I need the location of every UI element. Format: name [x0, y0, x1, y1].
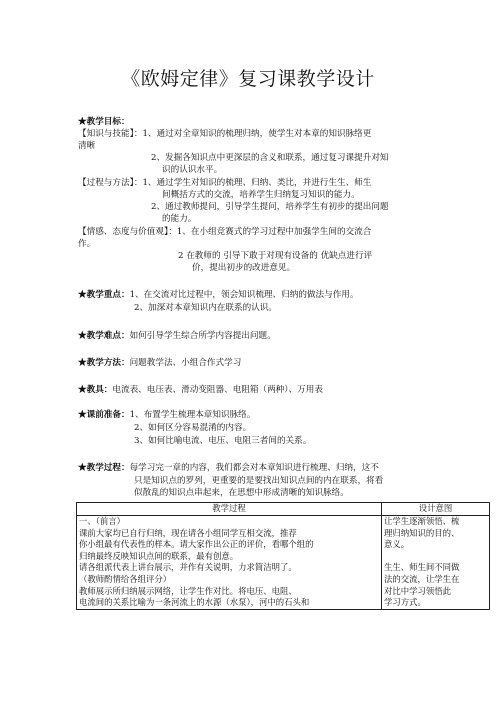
table-header-row	[77, 503, 490, 516]
process-cell-line: 归纳最终反映知识点间的联系，最有创意。	[79, 550, 239, 561]
objective-emotion-line-2: 作。	[78, 239, 96, 249]
objective-emotion-line-1: 【情感、态度与价值观】：1、在小组竞赛式的学习过程中加强学生间的交流合	[78, 227, 372, 237]
key-points-line-2: 2、加深对本章知识内在联系的认识。	[134, 303, 277, 313]
process-cell-line: 请各组派代表上讲台展示，并作有关说明，力求简洁明了。	[79, 562, 297, 573]
table-row	[77, 516, 490, 610]
table-cell-process	[77, 516, 382, 610]
process-label: ★教学过程：	[78, 463, 130, 473]
objective-emotion-2-line-2: 价，提出初步的改进意见。	[192, 263, 296, 273]
objective-knowledge-line-1: 【知识与技能】：1、通过对全章知识的梳理归纳，使学生对本章的知识脉络更	[78, 129, 372, 139]
difficulty-label: ★教学难点：	[78, 331, 130, 341]
process-line-1: 每学习完一章的内容，我们都会对本章知识进行梳理、归纳，这不	[129, 463, 379, 473]
methods-label: ★教学方法：	[78, 358, 130, 368]
objective-process-2-line-2: 的能力。	[162, 214, 197, 224]
process-section	[78, 463, 379, 474]
tools-text: 电流表、电压表、滑动变阻器、电阻箱（两种）、万用表	[112, 385, 323, 395]
difficulty-section	[78, 331, 276, 342]
intent-cell-line: 生生、师生间不同做	[384, 562, 460, 573]
intent-cell-line: 对比中学习领悟此	[384, 585, 451, 596]
process-cell-line: 一、（前言）	[79, 516, 126, 526]
objective-process-line-1: 【过程与方法】：1、通过学生对知识的梳理、归纳、类比，并进行生生、师生	[78, 178, 372, 188]
difficulty-text: 如何引导学生综合所学内容提出问题。	[129, 331, 276, 341]
table-cell-intent	[382, 516, 490, 610]
prep-label: ★课前准备：	[78, 410, 130, 420]
methods-text: 问题教学法、小组合作式学习	[129, 358, 242, 368]
tools-label: ★教具：	[78, 385, 113, 395]
prep-section	[78, 410, 255, 421]
process-cell-line: 教师展示所归纳展示网络，让学生作对比。将电压、电阻、	[79, 585, 297, 596]
intent-cell-line: 法的交流，让学生在	[384, 573, 460, 584]
key-points-section	[78, 290, 359, 301]
intent-cell-line: 意义。	[384, 539, 410, 550]
process-line-3: 似散乱的知识点串起来，在思想中形成清晰的知识脉络。	[134, 488, 349, 498]
objective-process-2-line-1: 2、通过教师提问，引导学生提问，培养学生有初步的提出问题	[151, 202, 389, 212]
intent-cell-line: 理归纳知识的目的、	[384, 527, 460, 538]
process-cell-line: （教师酌情给各组评分）	[79, 573, 172, 584]
table-header-intent: 设计意图	[382, 503, 490, 516]
intent-cell-line: 让学生逐渐领悟、梳	[384, 516, 460, 526]
process-cell-line: 课前大家均已自行归纳，现在请各小组同学互相交流，推荐	[79, 527, 297, 538]
key-points-label: ★教学重点：	[78, 290, 130, 300]
prep-line-2: 2、如何区分容易混淆的内容。	[134, 423, 252, 433]
page-title: 《欧姆定律》复习课教学设计	[121, 68, 375, 90]
process-cell-line: 你小组最有代表性的样本。请大家作出公正的评价，看哪个组的	[79, 539, 314, 550]
objective-knowledge-line-2: 清晰	[78, 141, 96, 151]
objective-emotion-2-line-1: 2 在教师的 引导下敢于对现有设备的 优缺点进行评	[178, 251, 373, 261]
tools-section	[78, 385, 323, 396]
teaching-process-table	[76, 502, 490, 610]
process-line-2: 只是知识点的罗列，更重要的是要找出知识点间的内在联系，将看	[134, 476, 384, 486]
objectives-heading: ★教学目标：	[78, 117, 130, 127]
objective-process-line-2: 间概括方式的交流，培养学生归纳复习知识的能力。	[162, 190, 360, 200]
process-cell-line: 电流间的关系比喻为一条河流上的水源（水泵），河中的石头和	[79, 597, 310, 608]
objective-knowledge-2-line-1: 2、发掘各知识点中更深层的含义和联系，通过复习课提升对知	[151, 153, 389, 163]
intent-cell-line: 学习方式。	[384, 597, 426, 608]
prep-line-1: 1、布置学生梳理本章知识脉络。	[129, 410, 256, 420]
prep-line-3: 3、如何比喻电流、电压、电阻三者间的关系。	[134, 436, 312, 446]
key-points-line-1: 1、在交流对比过程中，领会知识梳理、归纳的做法与作用。	[129, 290, 359, 300]
intent-cell-line	[384, 551, 487, 563]
methods-section	[78, 358, 241, 369]
objective-knowledge-2-line-2: 识的认识水平。	[162, 165, 223, 175]
table-header-process: 教学过程	[77, 503, 382, 516]
